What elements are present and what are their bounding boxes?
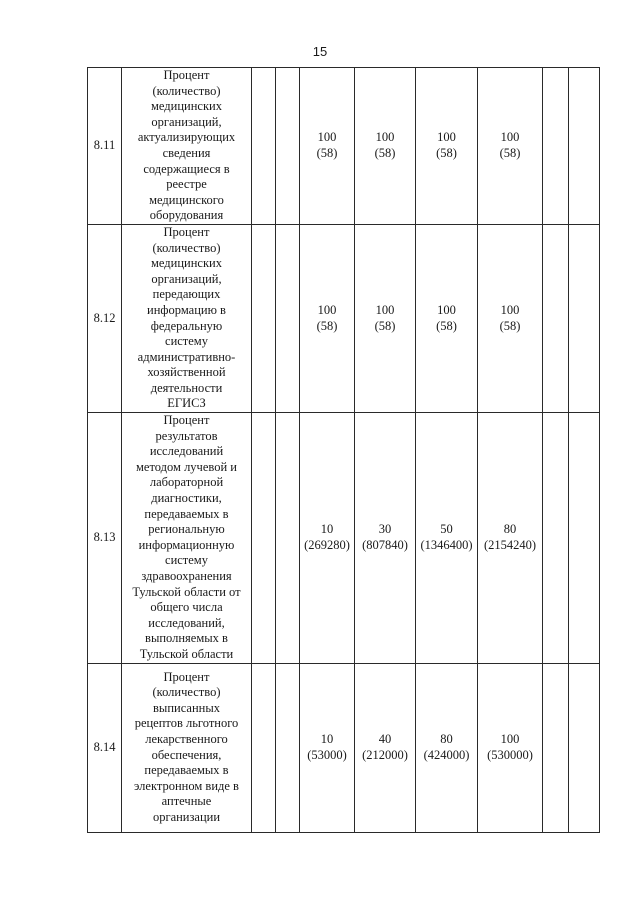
empty-cell: [276, 413, 300, 664]
row-description: Процент (количество) медицинских организаций, актуализирующих сведения содержащиеся в реестре медицинского оборудования: [122, 68, 252, 225]
value-cell: 10 (53000): [300, 663, 355, 832]
page-number: 15: [312, 44, 328, 59]
value-cell: 100 (58): [478, 224, 543, 412]
empty-cell: [276, 663, 300, 832]
row-description: Процент (количество) выписанных рецептов льготного лекарственного обеспечения, передаваемых в электронном виде в аптечные организации: [122, 663, 252, 832]
empty-cell: [543, 663, 569, 832]
value-cell: 40 (212000): [355, 663, 416, 832]
empty-cell: [276, 224, 300, 412]
row-number: 8.14: [88, 663, 122, 832]
empty-cell: [569, 663, 600, 832]
table-row: [88, 663, 600, 832]
value-cell: 100 (58): [416, 224, 478, 412]
value-cell: 100 (58): [478, 68, 543, 225]
value-cell: 50 (1346400): [416, 413, 478, 664]
value-cell: 30 (807840): [355, 413, 416, 664]
empty-cell: [543, 224, 569, 412]
row-number: 8.11: [88, 68, 122, 225]
value-cell: 100 (58): [416, 68, 478, 225]
value-cell: 100 (58): [300, 224, 355, 412]
value-cell: 100 (530000): [478, 663, 543, 832]
empty-cell: [543, 413, 569, 664]
empty-cell: [252, 663, 276, 832]
table-row: [88, 413, 600, 664]
empty-cell: [276, 68, 300, 225]
table-row: [88, 68, 600, 225]
row-number: 8.12: [88, 224, 122, 412]
empty-cell: [543, 68, 569, 225]
indicators-table: [87, 67, 600, 833]
row-description: Процент (количество) медицинских организаций, передающих информацию в федеральную систему административно- хозяйственной деятельности ЕГИСЗ: [122, 224, 252, 412]
row-description: Процент результатов исследований методом лучевой и лабораторной диагностики, передаваемых в региональную информационную систему здравоохранения Тульской области от общего числа исследований, выполняемых в Тульской области: [122, 413, 252, 664]
value-cell: 80 (424000): [416, 663, 478, 832]
value-cell: 80 (2154240): [478, 413, 543, 664]
value-cell: 10 (269280): [300, 413, 355, 664]
empty-cell: [252, 413, 276, 664]
empty-cell: [569, 413, 600, 664]
value-cell: 100 (58): [355, 224, 416, 412]
table-row: [88, 224, 600, 412]
empty-cell: [569, 224, 600, 412]
row-number: 8.13: [88, 413, 122, 664]
empty-cell: [252, 224, 276, 412]
value-cell: 100 (58): [300, 68, 355, 225]
empty-cell: [252, 68, 276, 225]
value-cell: 100 (58): [355, 68, 416, 225]
empty-cell: [569, 68, 600, 225]
